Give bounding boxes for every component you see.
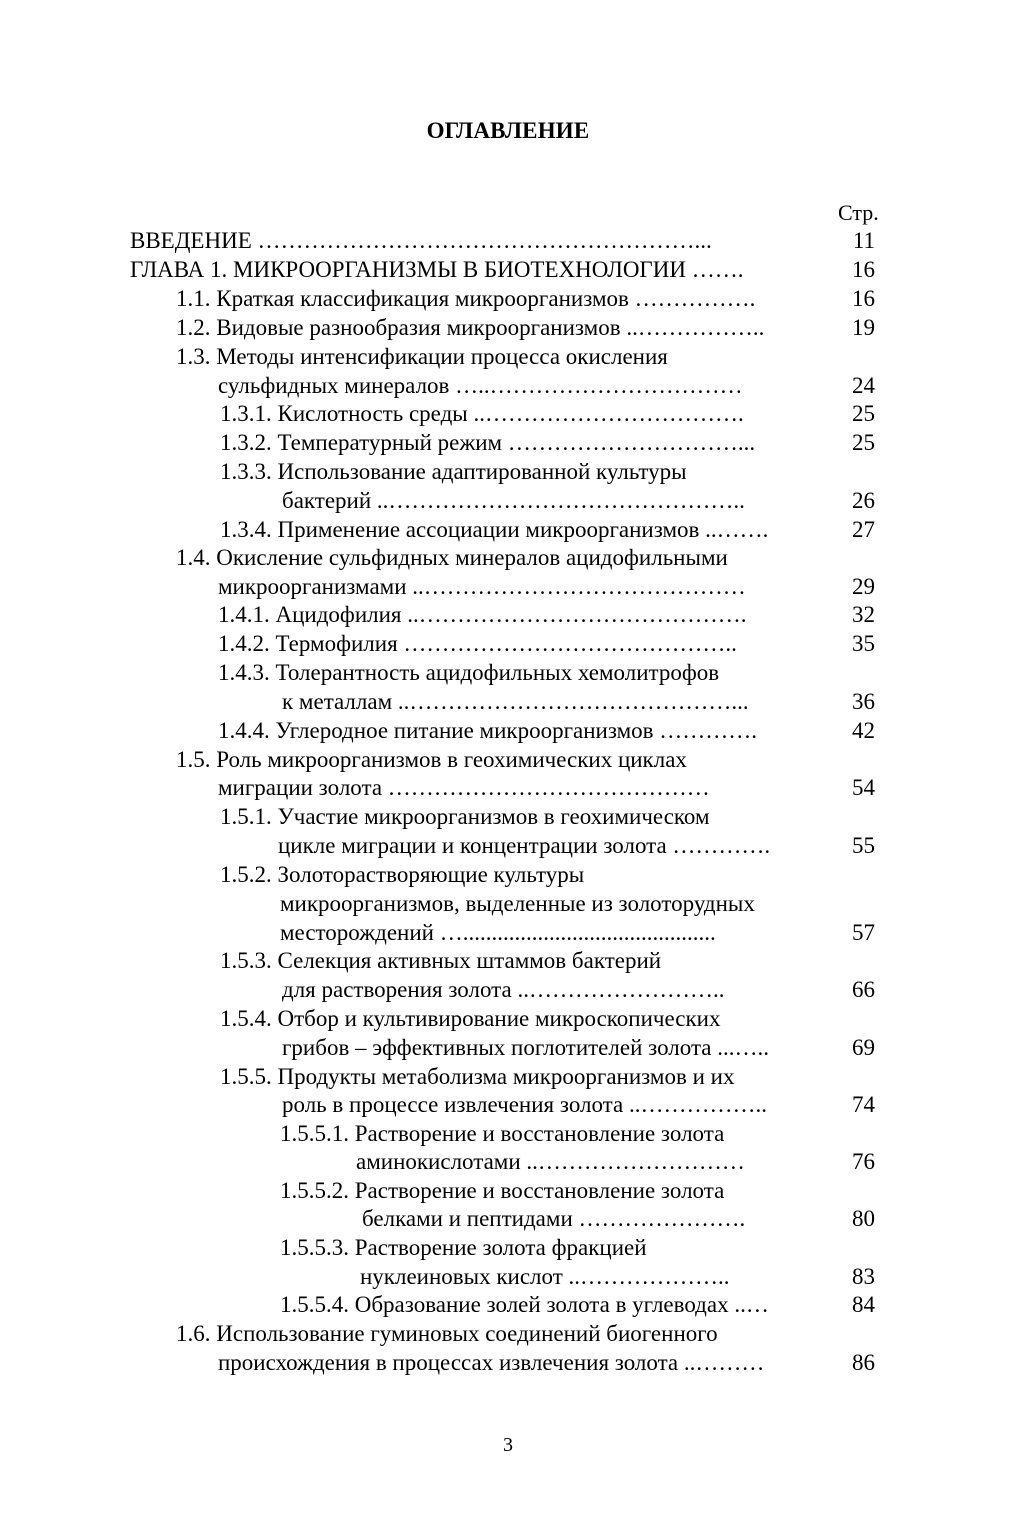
toc-entry xyxy=(220,1062,814,1091)
toc-page-number: 42 xyxy=(852,718,875,743)
toc-entry xyxy=(278,831,814,860)
toc-page-number: 16 xyxy=(852,286,875,311)
toc-entry xyxy=(176,745,814,774)
toc-page-number: 84 xyxy=(852,1292,875,1317)
toc-entry xyxy=(282,975,814,1004)
toc-entry xyxy=(218,658,814,687)
toc-entry xyxy=(220,802,814,831)
toc-entry-text: нуклеиновых кислот ..……………….. xyxy=(360,1264,730,1289)
toc-entry xyxy=(220,860,814,889)
toc-entry xyxy=(280,1290,814,1319)
toc-entry-text: сульфидных минералов …..…………………………… xyxy=(218,373,743,398)
toc-page-number: 55 xyxy=(852,833,875,858)
toc-entry-text: 1.5.4. Отбор и культивирование микроскопических xyxy=(220,1006,721,1031)
toc-entry-text: 1.5.5.2. Растворение и восстановление золота xyxy=(280,1178,725,1203)
toc-entry-text: 1.3.3. Использование адаптированной культуры xyxy=(220,459,687,484)
toc-entry-text: 1.5.5.4. Образование золей золота в углеводах ..… xyxy=(280,1292,769,1317)
toc-page-number: 76 xyxy=(852,1149,875,1174)
toc-entry xyxy=(360,1262,814,1291)
toc-page-number: 74 xyxy=(852,1092,875,1117)
toc-entry-text: 1.6. Использование гуминовых соединений биогенного xyxy=(176,1321,718,1346)
toc-page-number: 35 xyxy=(852,631,875,656)
toc-entry xyxy=(176,543,814,572)
toc-entry-text: миграции золота …………………………………… xyxy=(218,775,710,800)
toc-entry xyxy=(218,716,814,745)
toc-entry-text: месторождений …............................................ xyxy=(280,920,716,945)
toc-entry xyxy=(218,572,814,601)
toc-entry-text: 1.4.1. Ацидофилия ..……………………………………. xyxy=(218,602,747,627)
toc-entry xyxy=(218,1348,814,1377)
toc-page-number: 86 xyxy=(852,1350,875,1375)
toc-entry-text: аминокислотами ..……………………… xyxy=(356,1149,745,1174)
page-column-header: Стр. xyxy=(838,200,879,225)
toc-entry-text: ГЛАВА 1. МИКРООРГАНИЗМЫ В БИОТЕХНОЛОГИИ ……. xyxy=(130,257,744,282)
toc-entry-text: белками и пептидами …………………. xyxy=(362,1206,746,1231)
toc-page-number: 80 xyxy=(852,1206,875,1231)
toc-entry xyxy=(130,255,814,284)
toc-entry xyxy=(280,1119,814,1148)
toc-entry-text: 1.5.2. Золоторастворяющие культуры xyxy=(220,862,585,887)
toc-page-number: 66 xyxy=(852,977,875,1002)
toc-entry xyxy=(220,1004,814,1033)
toc-entry-text: 1.5.5.1. Растворение и восстановление золота xyxy=(280,1121,725,1146)
toc-page-number: 19 xyxy=(852,315,875,340)
toc-entry xyxy=(282,1033,814,1062)
toc-entry xyxy=(220,457,814,486)
toc-entry xyxy=(218,773,814,802)
toc-entry-text: 1.2. Видовые разнообразия микроорганизмов ..…………….. xyxy=(176,315,765,340)
toc-entry xyxy=(218,600,814,629)
toc-entry xyxy=(282,687,814,716)
toc-entry xyxy=(356,1147,814,1176)
toc-entry-text: 1.5.5. Продукты метаболизма микроорганизмов и их xyxy=(220,1064,735,1089)
toc-entry-text: 1.3. Методы интенсификации процесса окисления xyxy=(176,344,668,369)
toc-entry-text: 1.3.2. Температурный режим …………………………... xyxy=(220,430,756,455)
toc-entry-text: 1.4.2. Термофилия …………………………………….. xyxy=(218,631,737,656)
page-title: ОГЛАВЛЕНИЕ xyxy=(426,118,590,143)
toc-entry-text: 1.3.4. Применение ассоциации микроорганизмов ..……. xyxy=(220,517,769,542)
toc-entry-text: бактерий ..……………………………………….. xyxy=(282,488,745,513)
toc-page-number: 36 xyxy=(852,689,875,714)
toc-page-number: 25 xyxy=(852,401,875,426)
toc-entry xyxy=(220,515,814,544)
toc-page-number: 57 xyxy=(852,920,875,945)
toc-entry xyxy=(176,313,814,342)
toc-page-number: 25 xyxy=(852,430,875,455)
toc-entry-text: роль в процессе извлечения золота ..…………….. xyxy=(282,1092,767,1117)
toc-entry-text: ВВЕДЕНИЕ …………………………………………………... xyxy=(130,228,712,253)
toc-entry-text: цикле миграции и концентрации золота …………. xyxy=(278,833,771,858)
toc-entry xyxy=(280,1233,814,1262)
toc-entry-text: 1.5.1. Участие микроорганизмов в геохимическом xyxy=(220,804,710,829)
toc-entry xyxy=(362,1204,814,1233)
toc-entry xyxy=(130,226,814,255)
toc-entry-text: 1.5.3. Селекция активных штаммов бактерий xyxy=(220,948,662,973)
toc-page-number: 29 xyxy=(852,574,875,599)
toc-entry xyxy=(176,342,814,371)
toc-entry xyxy=(218,371,814,400)
toc-entry-text: микроорганизмов, выделенные из золоторудных xyxy=(280,891,755,916)
toc-entry-text: грибов – эффективных поглотителей золота ...….. xyxy=(282,1035,769,1060)
toc-entry xyxy=(176,284,814,313)
toc-entry xyxy=(220,428,814,457)
toc-entry-text: для растворения золота ..…………………….. xyxy=(282,977,725,1002)
toc-entry xyxy=(282,1090,814,1119)
toc-entry-text: 1.5. Роль микроорганизмов в геохимических циклах xyxy=(176,747,687,772)
toc-page-number: 27 xyxy=(852,517,875,542)
toc-entry-text: микроорганизмами ..…………………………………… xyxy=(218,574,746,599)
toc-entry-text: 1.4.4. Углеродное питание микроорганизмов …………. xyxy=(218,718,758,743)
toc-entry xyxy=(220,946,814,975)
toc-entry-text: 1.4. Окисление сульфидных минералов ацидофильными xyxy=(176,545,728,570)
page-number: 3 xyxy=(503,1434,513,1456)
toc-entry xyxy=(282,486,814,515)
toc-entry-text: 1.4.3. Толерантность ацидофильных хемолитрофов xyxy=(218,660,720,685)
toc-entry xyxy=(176,1319,814,1348)
toc-entry-text: 1.3.1. Кислотность среды ..……………………………. xyxy=(220,401,744,426)
toc-page-number: 69 xyxy=(852,1035,875,1060)
toc-entry-text: происхождения в процессах извлечения золота ..……… xyxy=(218,1350,765,1375)
toc-entry-text: 1.1. Краткая классификация микроорганизмов ……………. xyxy=(176,286,756,311)
toc-entry-text: 1.5.5.3. Растворение золота фракцией xyxy=(280,1235,647,1260)
toc-entry xyxy=(280,889,814,918)
toc-page-number: 83 xyxy=(852,1264,875,1289)
toc-entry-text: к металлам ..……………………………………... xyxy=(282,689,749,714)
toc-page-number: 11 xyxy=(852,228,875,253)
toc-entry xyxy=(218,629,814,658)
toc-page-number: 26 xyxy=(852,488,875,513)
toc-entry xyxy=(280,1176,814,1205)
toc-page-number: 16 xyxy=(852,257,875,282)
toc-page-number: 32 xyxy=(852,602,875,627)
toc-entry xyxy=(220,399,814,428)
toc-page-number: 24 xyxy=(852,373,875,398)
toc-entry xyxy=(280,918,814,947)
toc-page-number: 54 xyxy=(852,775,875,800)
